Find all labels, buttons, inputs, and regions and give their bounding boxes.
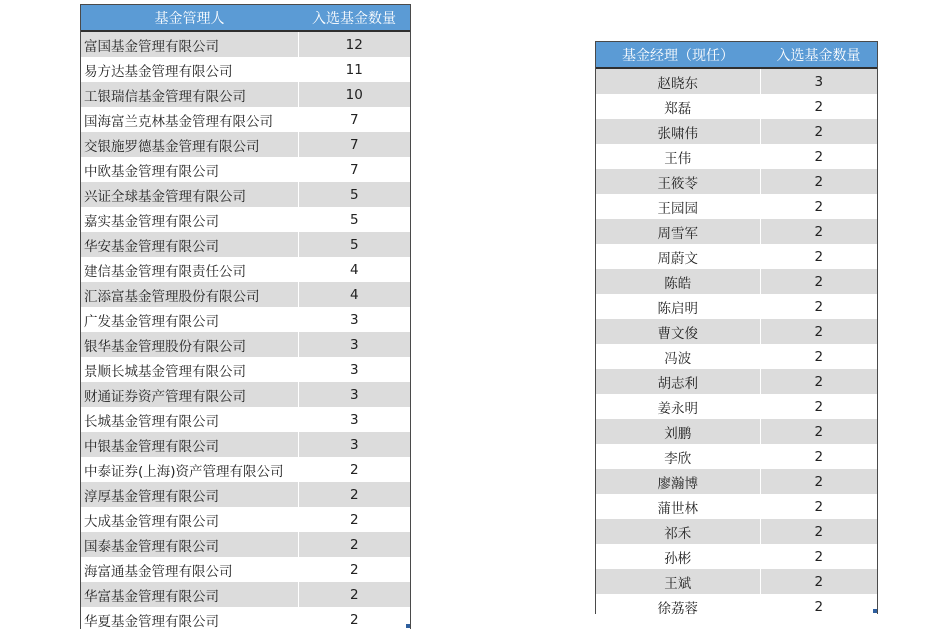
count-cell[interactable]: 2	[298, 457, 410, 482]
table-row	[81, 432, 410, 457]
name-cell[interactable]: 曹文俊	[596, 319, 760, 344]
count-cell[interactable]: 3	[298, 407, 410, 432]
column-header-count: 入选基金数量	[298, 5, 410, 31]
count-cell[interactable]: 2	[298, 582, 410, 607]
name-cell[interactable]: 建信基金管理有限责任公司	[81, 257, 298, 282]
name-cell[interactable]: 长城基金管理有限公司	[81, 407, 298, 432]
table-row	[81, 31, 410, 57]
table-row	[596, 119, 877, 144]
name-cell[interactable]: 易方达基金管理有限公司	[81, 57, 298, 82]
table-row	[596, 344, 877, 369]
count-cell[interactable]: 3	[298, 357, 410, 382]
name-cell[interactable]: 蒲世林	[596, 494, 760, 519]
table-row	[81, 232, 410, 257]
name-cell[interactable]: 王筱苓	[596, 169, 760, 194]
count-cell[interactable]: 2	[760, 394, 877, 419]
count-cell[interactable]: 2	[760, 119, 877, 144]
count-cell[interactable]: 2	[298, 557, 410, 582]
table-row	[596, 594, 877, 619]
table-row	[596, 219, 877, 244]
table-row	[81, 407, 410, 432]
table-row	[596, 94, 877, 119]
name-cell[interactable]: 胡志利	[596, 369, 760, 394]
table-row	[596, 519, 877, 544]
table-row	[81, 282, 410, 307]
name-cell[interactable]: 冯波	[596, 344, 760, 369]
count-cell[interactable]: 2	[760, 294, 877, 319]
count-cell[interactable]: 2	[760, 94, 877, 119]
name-cell[interactable]: 周雪军	[596, 219, 760, 244]
name-cell[interactable]: 王伟	[596, 144, 760, 169]
count-cell[interactable]: 2	[298, 507, 410, 532]
count-cell[interactable]: 5	[298, 182, 410, 207]
count-cell[interactable]: 2	[298, 607, 410, 632]
table-row	[596, 269, 877, 294]
count-cell[interactable]: 2	[298, 482, 410, 507]
table-row	[81, 507, 410, 532]
table-row	[596, 469, 877, 494]
table-row	[81, 582, 410, 607]
name-cell[interactable]: 刘鹏	[596, 419, 760, 444]
name-cell[interactable]: 徐荔蓉	[596, 594, 760, 619]
company-table	[81, 5, 410, 632]
name-cell[interactable]: 廖瀚博	[596, 469, 760, 494]
table-row	[81, 132, 410, 157]
name-cell[interactable]: 王斌	[596, 569, 760, 594]
column-header-count: 入选基金数量	[760, 42, 877, 68]
table-row	[81, 307, 410, 332]
count-cell[interactable]: 2	[760, 469, 877, 494]
count-cell[interactable]: 2	[760, 569, 877, 594]
table-row	[596, 494, 877, 519]
table-row	[81, 607, 410, 632]
name-cell[interactable]: 陈启明	[596, 294, 760, 319]
name-cell[interactable]: 嘉实基金管理有限公司	[81, 207, 298, 232]
count-cell[interactable]: 2	[760, 494, 877, 519]
table-row	[596, 544, 877, 569]
count-cell[interactable]: 2	[760, 519, 877, 544]
count-cell[interactable]: 2	[760, 169, 877, 194]
column-header-manager: 基金经理（现任）	[596, 42, 760, 68]
count-cell[interactable]: 7	[298, 157, 410, 182]
count-cell[interactable]: 7	[298, 132, 410, 157]
name-cell[interactable]: 海富通基金管理有限公司	[81, 557, 298, 582]
table-row	[81, 207, 410, 232]
name-cell[interactable]: 华夏基金管理有限公司	[81, 607, 298, 632]
name-cell[interactable]: 工银瑞信基金管理有限公司	[81, 82, 298, 107]
name-cell[interactable]: 陈皓	[596, 269, 760, 294]
table-row	[81, 157, 410, 182]
name-cell[interactable]: 王园园	[596, 194, 760, 219]
table-row	[81, 257, 410, 282]
table-row	[596, 369, 877, 394]
table-row	[596, 169, 877, 194]
column-header-company: 基金管理人	[81, 5, 298, 31]
table-row	[81, 482, 410, 507]
table-row	[81, 457, 410, 482]
manager-table	[596, 42, 877, 619]
name-cell[interactable]: 李欣	[596, 444, 760, 469]
table-row	[596, 244, 877, 269]
count-cell[interactable]: 11	[298, 57, 410, 82]
table-row	[596, 319, 877, 344]
count-cell[interactable]: 2	[760, 444, 877, 469]
table-row	[81, 107, 410, 132]
count-cell[interactable]: 2	[760, 369, 877, 394]
count-cell[interactable]: 2	[760, 419, 877, 444]
table-row	[81, 557, 410, 582]
fund-manager-company-table	[80, 4, 411, 629]
name-cell[interactable]: 姜永明	[596, 394, 760, 419]
name-cell[interactable]: 国泰基金管理有限公司	[81, 532, 298, 557]
count-cell[interactable]: 2	[760, 194, 877, 219]
table-row	[596, 444, 877, 469]
name-cell[interactable]: 富国基金管理有限公司	[81, 31, 298, 57]
name-cell[interactable]: 华富基金管理有限公司	[81, 582, 298, 607]
name-cell[interactable]: 财通证券资产管理有限公司	[81, 382, 298, 407]
table-header-row	[596, 42, 877, 68]
name-cell[interactable]: 周蔚文	[596, 244, 760, 269]
table-row	[596, 294, 877, 319]
count-cell[interactable]: 7	[298, 107, 410, 132]
name-cell[interactable]: 淳厚基金管理有限公司	[81, 482, 298, 507]
count-cell[interactable]: 3	[298, 432, 410, 457]
name-cell[interactable]: 孙彬	[596, 544, 760, 569]
count-cell[interactable]: 3	[298, 332, 410, 357]
count-cell[interactable]: 2	[760, 144, 877, 169]
name-cell[interactable]: 华安基金管理有限公司	[81, 232, 298, 257]
table-row	[81, 332, 410, 357]
count-cell[interactable]: 10	[298, 82, 410, 107]
table-row	[81, 357, 410, 382]
table-row	[596, 569, 877, 594]
name-cell[interactable]: 中银基金管理有限公司	[81, 432, 298, 457]
count-cell[interactable]: 2	[760, 544, 877, 569]
count-cell[interactable]: 2	[760, 594, 877, 619]
name-cell[interactable]: 中欧基金管理有限公司	[81, 157, 298, 182]
table-row	[81, 82, 410, 107]
name-cell[interactable]: 郑磊	[596, 94, 760, 119]
count-cell[interactable]: 2	[760, 219, 877, 244]
count-cell[interactable]: 2	[760, 269, 877, 294]
name-cell[interactable]: 国海富兰克林基金管理有限公司	[81, 107, 298, 132]
count-cell[interactable]: 2	[298, 532, 410, 557]
table-row	[81, 57, 410, 82]
count-cell[interactable]: 3	[760, 68, 877, 94]
name-cell[interactable]: 景顺长城基金管理有限公司	[81, 357, 298, 382]
count-cell[interactable]: 12	[298, 31, 410, 57]
name-cell[interactable]: 银华基金管理股份有限公司	[81, 332, 298, 357]
name-cell[interactable]: 兴证全球基金管理有限公司	[81, 182, 298, 207]
name-cell[interactable]: 中泰证券(上海)资产管理有限公司	[81, 457, 298, 482]
table-header-row	[81, 5, 410, 31]
count-cell[interactable]: 3	[298, 307, 410, 332]
name-cell[interactable]: 交银施罗德基金管理有限公司	[81, 132, 298, 157]
name-cell[interactable]: 祁禾	[596, 519, 760, 544]
count-cell[interactable]: 2	[760, 319, 877, 344]
table-row	[596, 144, 877, 169]
count-cell[interactable]: 5	[298, 232, 410, 257]
count-cell[interactable]: 5	[298, 207, 410, 232]
name-cell[interactable]: 大成基金管理有限公司	[81, 507, 298, 532]
table-row	[596, 68, 877, 94]
table-resize-handle[interactable]	[406, 624, 410, 628]
table-row	[81, 382, 410, 407]
name-cell[interactable]: 赵晓东	[596, 68, 760, 94]
table-row	[596, 419, 877, 444]
name-cell[interactable]: 张啸伟	[596, 119, 760, 144]
count-cell[interactable]: 4	[298, 257, 410, 282]
fund-manager-person-table	[595, 41, 878, 617]
table-row	[596, 194, 877, 219]
count-cell[interactable]: 3	[298, 382, 410, 407]
count-cell[interactable]: 4	[298, 282, 410, 307]
name-cell[interactable]: 汇添富基金管理股份有限公司	[81, 282, 298, 307]
name-cell[interactable]: 广发基金管理有限公司	[81, 307, 298, 332]
count-cell[interactable]: 2	[760, 344, 877, 369]
table-row	[81, 182, 410, 207]
table-row	[596, 394, 877, 419]
table-resize-handle[interactable]	[873, 609, 877, 613]
count-cell[interactable]: 2	[760, 244, 877, 269]
table-row	[81, 532, 410, 557]
